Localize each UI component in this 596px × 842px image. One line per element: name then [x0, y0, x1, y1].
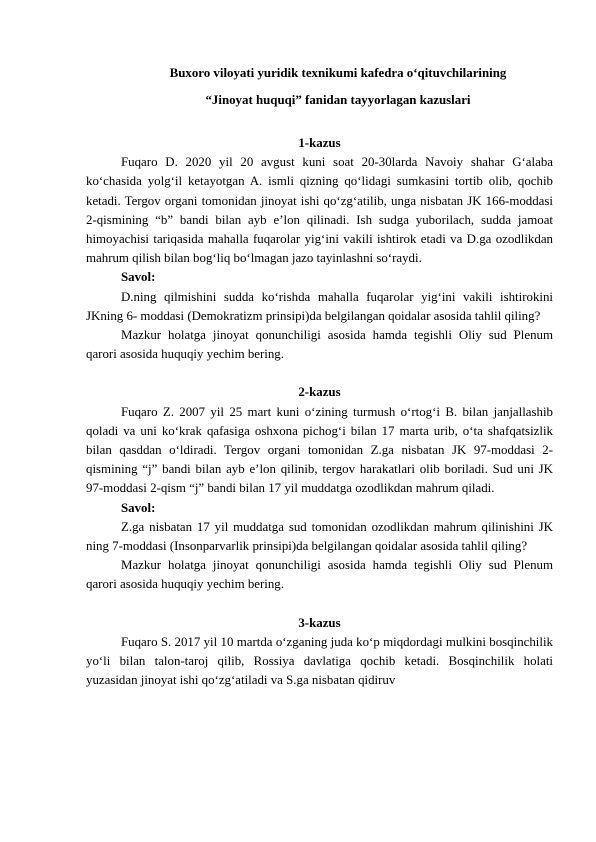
case-question: Z.ga nisbatan 17 yil muddatga sud tomonidan ozodlikdan mahrum qilinishini JK ning 7-moddasi (Insonparvarlik prinsipi)da belgilangan qoidalar asosida tahlil qiling? [86, 519, 553, 554]
case-facts: Fuqaro S. 2017 yil 10 martda o‘zganing juda ko‘p miqdordagi mulkini bosqinchilik yo‘li bilan talon-taroj qilib, Rossiya davlatiga qochib ketadi. Bosqinchilik holati yuzasidan jinoyat ishi qo‘zg‘atiladi va S.ga nisbatan qidiruv [86, 634, 553, 688]
case-task: Mazkur holatga jinoyat qonunchiligi asosida hamda tegishli Oliy sud Plenum qarori asosida huquqiy yechim bering. [86, 328, 553, 362]
header-line-1: Buxoro viloyati yuridik texnikumi kafedra o‘qituvchilarining [169, 66, 507, 80]
case-facts: Fuqaro Z. 2007 yil 25 mart kuni o‘zining turmush o‘rtog‘i B. bilan janjallashib qoladi va uni ko‘krak qafasiga oshxona pichog‘i bilan 17 marta urib, o‘ta shafqatsizlik bilan qasddan o‘ldiradi. Tergov organi tomonidan Z.ga nisbatan JK 97-moddasi 2-qismining “j” bandi bilan ayb e’lon qilinib, tergov harakatlari olib boriladi. Sud uni JK 97-moddasi 2-qism “j” bandi bilan 17 yil muddatga ozodlikdan mahrum qiladi. [86, 404, 553, 496]
savol-label: Savol: [121, 500, 156, 515]
case-title: 1-kazus [298, 136, 341, 150]
case-question: D.ning qilmishini sudda ko‘rishda mahalla fuqarolar yig‘ini vakili ishtirokini JKning 6- moddasi (Demokratizm prinsipi)da belgilangan qoidalar asosida tahlil qiling? [86, 289, 553, 323]
case-facts: Fuqaro D. 2020 yil 20 avgust kuni soat 20-30larda Navoiy shahar G‘alaba ko‘chasida yolg‘il ketayotgan A. ismli qizning qo‘lidagi sumkasini tortib olib, qochib ketadi. Tergov organi tomonidan jinoyat ishi qo‘zg‘atilib, unga nisbatan JK 166-moddasi 2-qismining “b” bandi bilan ayb e’lon qilinadi. Ish sudga yuborilach, sudda jamoat himoyachisi tariqasida mahalla fuqarolar yig‘ini vakili ishtirok etadi va D.ga ozodlikdan mahrum qilish bilan bog‘liq bo‘lmagan jazo tayinlashni so‘raydi. [86, 155, 553, 266]
header-line-2: “Jinoyat huquqi” fanidan tayyorlagan kazuslari [205, 93, 471, 107]
case-title: 3-kazus [298, 615, 341, 630]
case-title: 2-kazus [298, 385, 341, 400]
document-body [86, 134, 553, 690]
case-task: Mazkur holatga jinoyat qonunchiligi asosida hamda tegishli Oliy sud Plenum qarori asosida huquqiy yechim bering. [86, 558, 553, 592]
savol-label: Savol: [121, 270, 156, 285]
